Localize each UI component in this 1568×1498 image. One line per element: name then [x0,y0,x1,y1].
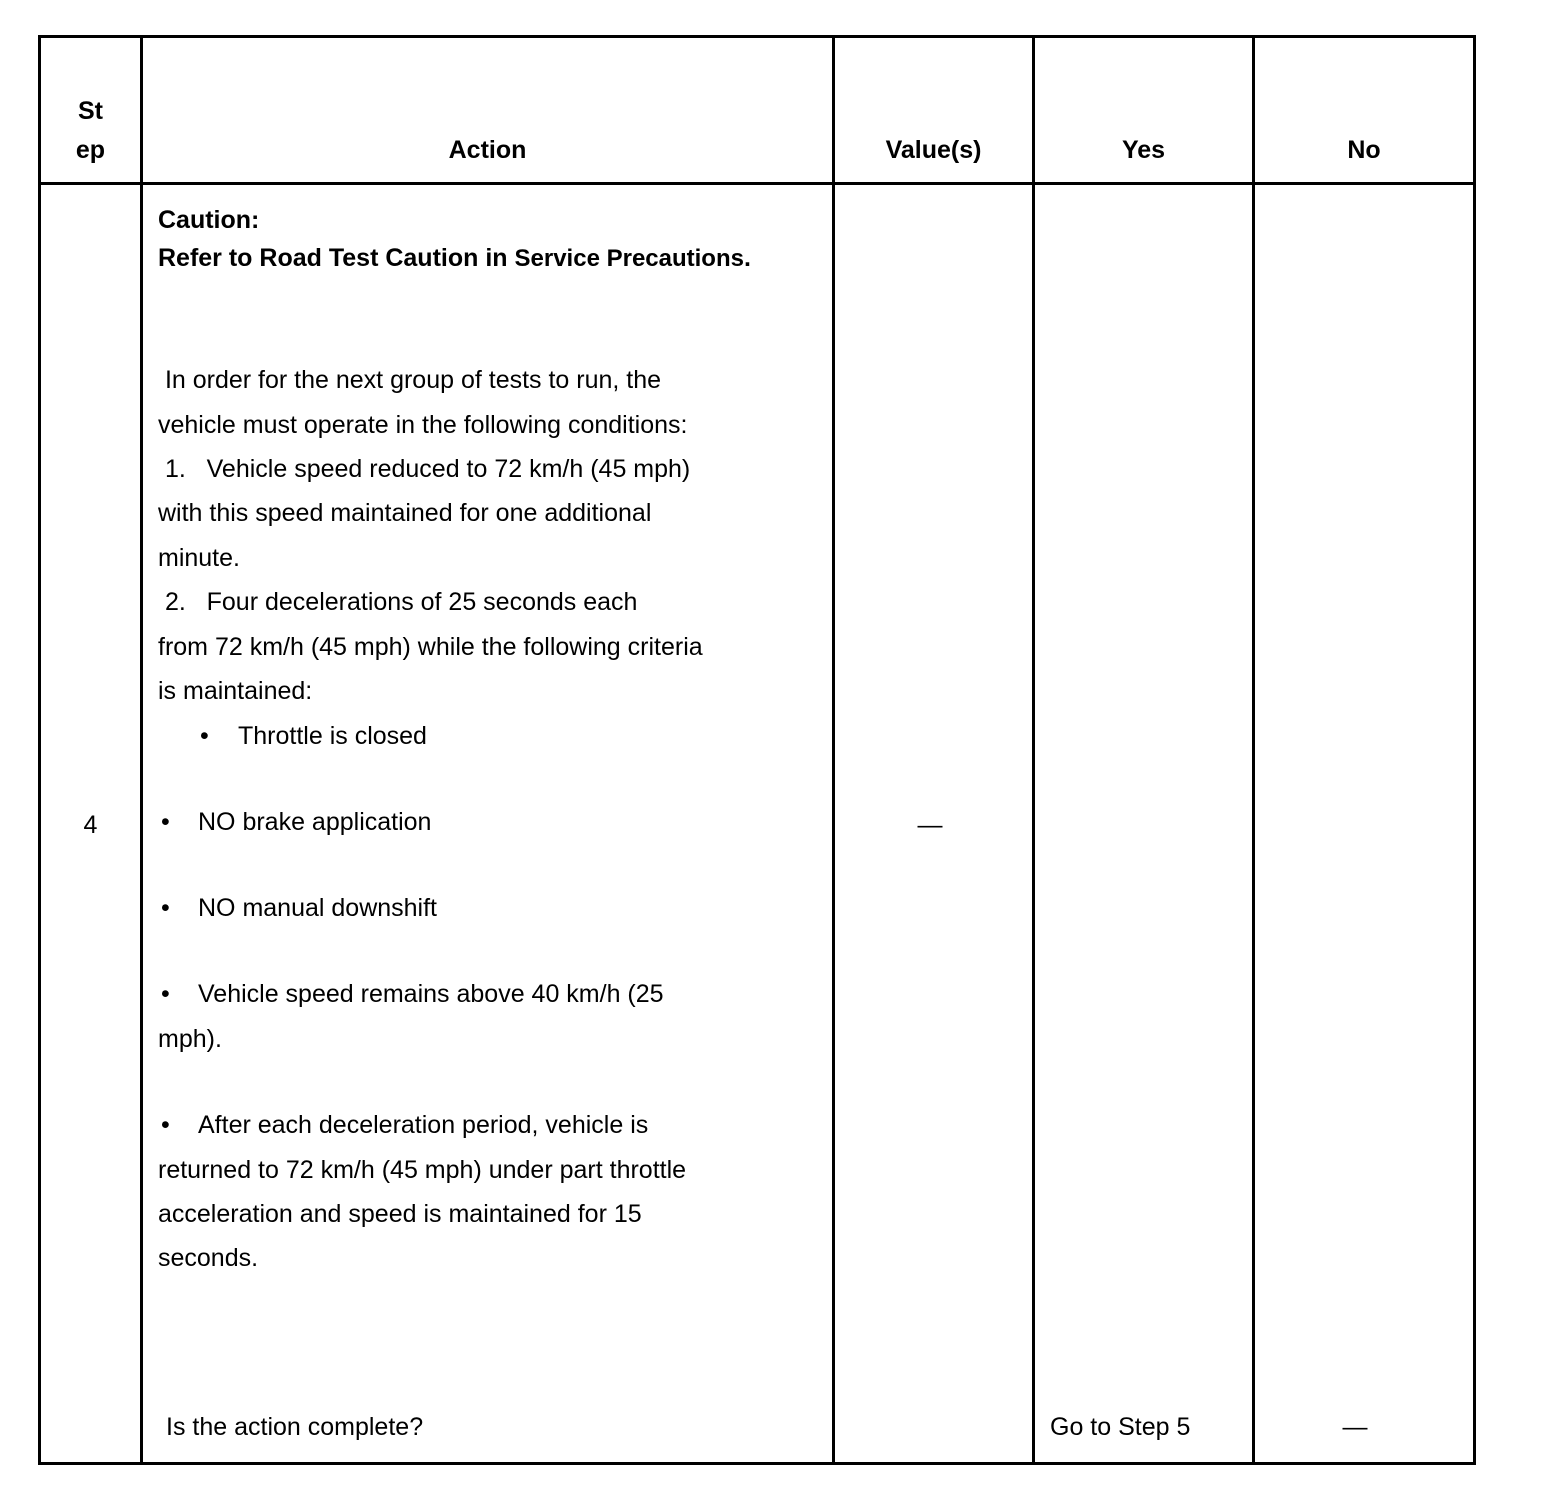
header-no: No [1347,136,1381,164]
bullet-icon: • [161,980,170,1008]
body-line: vehicle must operate in the following conditions: [158,411,688,439]
body-line: minute. [158,544,240,572]
bullet-icon: • [161,894,170,922]
body-line: 2. Four decelerations of 25 seconds each [158,588,638,616]
header-values: Value(s) [885,136,982,164]
bullet-speed-line2: mph). [158,1025,222,1053]
caution-period: . [743,244,751,272]
col-divider-values [1032,35,1035,1465]
bullet-icon: • [200,722,209,750]
col-divider-action [832,35,835,1465]
action-question: Is the action complete? [166,1413,424,1441]
bullet-brake: NO brake application [198,808,432,836]
bullet-after-line1: After each deceleration period, vehicle is [198,1111,649,1139]
col-divider-step [140,35,143,1465]
body-line: from 72 km/h (45 mph) while the following criteria [158,633,703,661]
header-step-line1: St [78,97,103,125]
table-border-bottom [38,1462,1476,1465]
table-border-right [1473,35,1476,1465]
caution-text-body: Refer to Road Test Caution in [158,244,508,272]
table-border-left [38,35,41,1465]
after-line: seconds. [158,1244,259,1272]
caution-title: Caution: [158,206,260,234]
bullet-downshift: NO manual downshift [198,894,438,922]
body-line: 1. Vehicle speed reduced to 72 km/h (45 mph) [158,455,691,483]
bullet-icon: • [161,1111,170,1139]
bullet-throttle: Throttle is closed [238,722,427,750]
after-line: returned to 72 km/h (45 mph) under part throttle [158,1156,687,1184]
table-header-divider [38,182,1476,185]
col-divider-yes [1252,35,1255,1465]
body-line: with this speed maintained for one additional [158,499,652,527]
bullet-icon: • [161,808,170,836]
body-line: is maintained: [158,677,313,705]
header-action: Action [448,136,527,164]
header-step-line2: ep [75,136,106,164]
yes-link[interactable]: Go to Step 5 [1050,1413,1191,1441]
value-cell: — [917,811,943,839]
table-border-top [38,35,1476,38]
step-number: 4 [83,811,98,839]
caution-link[interactable]: Service Precautions [514,245,744,272]
after-line: acceleration and speed is maintained for 15 [158,1200,642,1228]
header-yes: Yes [1121,136,1166,164]
bullet-speed-line1: Vehicle speed remains above 40 km/h (25 [198,980,664,1008]
no-cell: — [1342,1413,1368,1441]
body-line: In order for the next group of tests to run, the [158,366,662,394]
caution-text [158,243,751,274]
